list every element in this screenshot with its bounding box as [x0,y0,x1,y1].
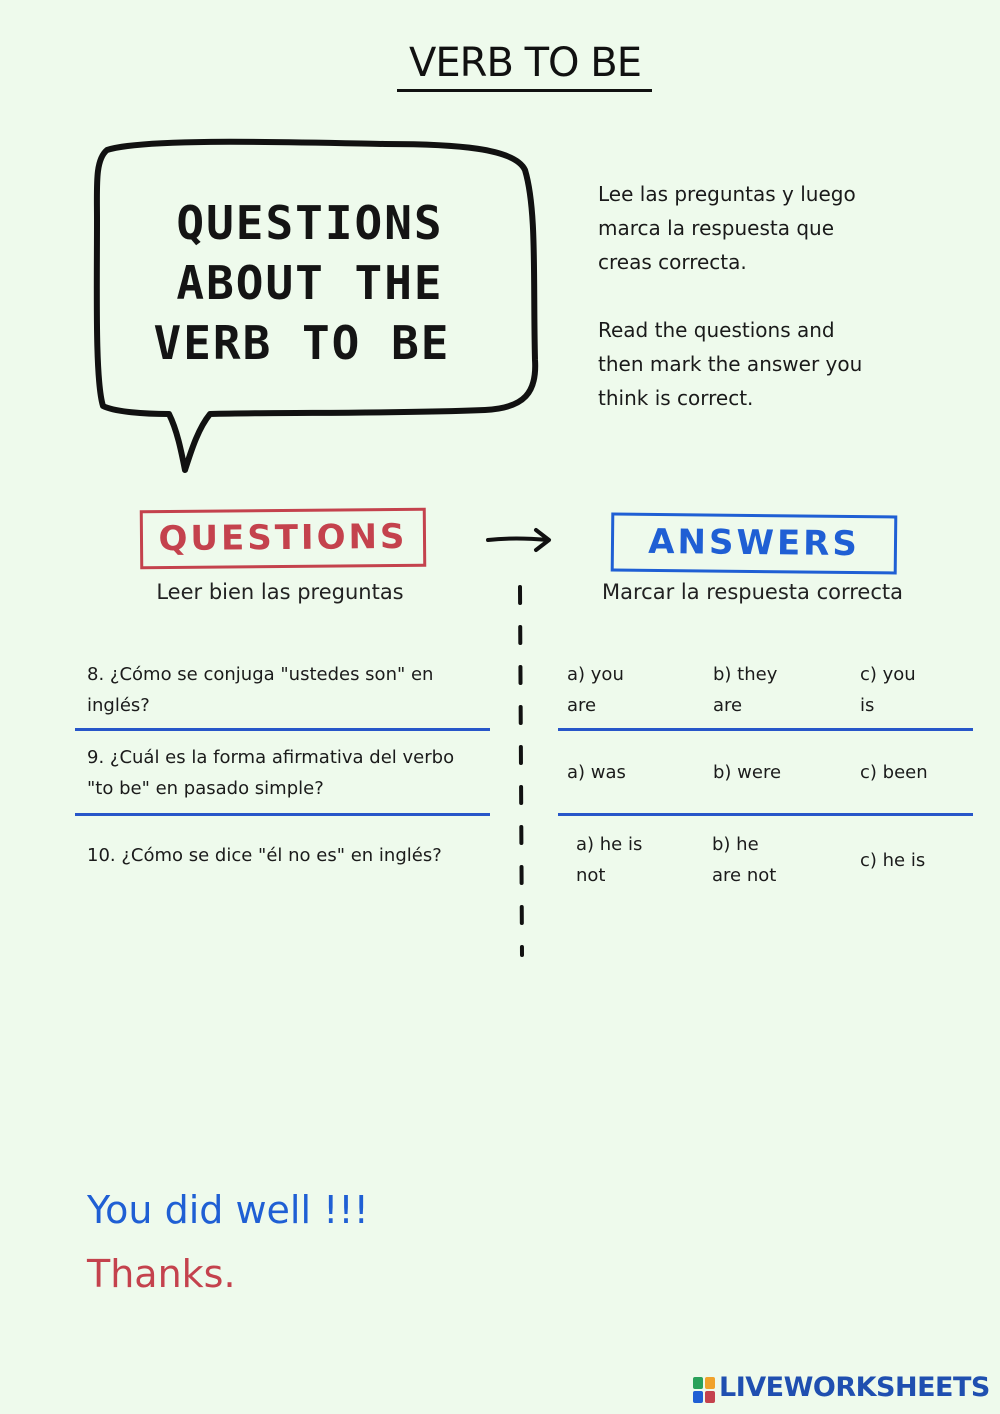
option-text: are [567,695,597,716]
liveworksheets-logo [693,1372,993,1408]
closing-message: You did well !!! [87,1188,369,1232]
option-text: a) he is [576,834,643,855]
row-divider [75,813,490,816]
bubble-line-2: ABOUT THE [176,256,444,310]
option-9b[interactable] [713,757,823,788]
answers-subheading: Marcar la respuesta correcta [602,580,903,604]
option-text: not [576,865,606,886]
option-text: are [713,695,743,716]
option-text: are not [712,865,777,886]
instructions-spanish [598,177,928,279]
question-10 [87,840,487,871]
page-title: VERB TO BE [409,40,641,86]
instruction-line: think is correct. [598,386,754,410]
option-text: b) they [713,664,778,685]
option-text: b) were [713,762,782,783]
option-text: a) was [567,762,626,783]
thanks-message: Thanks. [87,1252,236,1296]
liveworksheets-logo-icon [693,1377,715,1403]
option-8c[interactable] [860,659,970,721]
question-8 [87,659,487,721]
questions-header: QUESTIONS [140,508,427,569]
arrow-right-icon [486,526,556,556]
instruction-line: Lee las preguntas y luego [598,182,856,206]
instruction-line: then mark the answer you [598,352,863,376]
option-10c[interactable] [860,845,970,876]
option-text: c) been [860,762,928,783]
option-text: c) you [860,664,916,685]
option-text: is [860,695,875,716]
option-9c[interactable] [860,757,970,788]
question-text: 8. ¿Cómo se conjuga "ustedes son" en [87,664,434,685]
question-9 [87,742,487,804]
instruction-line: Read the questions and [598,318,835,342]
liveworksheets-logo-text: LIVEWORKSHEETS [719,1372,990,1403]
bubble-line-1: QUESTIONS [176,196,444,250]
row-divider [75,728,490,731]
questions-subheading: Leer bien las preguntas [156,580,404,604]
row-divider [558,728,973,731]
question-text: 10. ¿Cómo se dice "él no es" en inglés? [87,845,442,866]
option-text: c) he is [860,850,926,871]
instructions-english [598,313,928,415]
dashed-divider [512,585,536,965]
option-8a[interactable] [567,659,677,721]
option-10a[interactable] [576,829,686,891]
option-8b[interactable] [713,659,823,721]
row-divider [558,813,973,816]
question-text: 9. ¿Cuál es la forma afirmativa del verbo [87,747,455,768]
answers-header: ANSWERS [611,513,898,575]
question-text: inglés? [87,695,150,716]
bubble-line-3: VERB TO BE [153,316,451,370]
option-9a[interactable] [567,757,677,788]
instruction-line: creas correcta. [598,250,747,274]
option-text: b) he [712,834,759,855]
instruction-line: marca la respuesta que [598,216,835,240]
title-underline [397,89,652,92]
question-text: "to be" en pasado simple? [87,778,324,799]
option-10b[interactable] [712,829,822,891]
option-text: a) you [567,664,624,685]
